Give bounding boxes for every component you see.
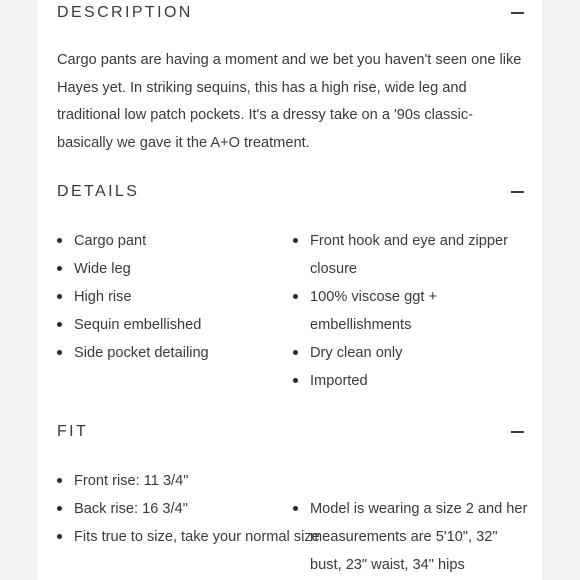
list-item: High rise: [57, 283, 272, 311]
list-item: Fits true to size, take your normal size: [57, 523, 272, 551]
product-info-card: [37, 0, 542, 580]
list-item: Back rise: 16 3/4": [57, 495, 272, 523]
minus-icon[interactable]: [511, 12, 524, 14]
description-title: DESCRIPTION: [57, 4, 193, 21]
list-item: Sequin embellished: [57, 311, 272, 339]
fit-title: FIT: [57, 423, 89, 440]
description-header[interactable]: [57, 0, 524, 26]
details-list-left: [57, 227, 272, 367]
details-list-right: [293, 227, 529, 395]
details-title: DETAILS: [57, 183, 140, 200]
list-item: Imported: [293, 367, 529, 395]
list-item: Model is wearing a size 2 and her measurements are 5'10", 32" bust, 23" waist, 34" hips: [293, 495, 529, 579]
details-header[interactable]: [57, 179, 524, 205]
list-item: Cargo pant: [57, 227, 272, 255]
list-item: Wide leg: [57, 255, 272, 283]
minus-icon[interactable]: [511, 191, 524, 193]
minus-icon[interactable]: [511, 431, 524, 433]
list-item: 100% viscose ggt + embellishments: [293, 283, 529, 339]
fit-header[interactable]: [57, 419, 524, 445]
list-item: Side pocket detailing: [57, 339, 272, 367]
list-item: Front hook and eye and zipper closure: [293, 227, 529, 283]
list-item: Dry clean only: [293, 339, 529, 367]
fit-list-left: [57, 467, 320, 551]
fit-list-right: [293, 495, 529, 579]
description-text: Cargo pants are having a moment and we bet you haven't seen one like Hayes yet. In striking sequins, this has a high rise, wide leg and traditional low patch pockets. It's a dressy take on a '90s classic-basically we gave it the A+O treatment.: [57, 52, 522, 151]
list-item: Front rise: 11 3/4": [57, 467, 272, 495]
